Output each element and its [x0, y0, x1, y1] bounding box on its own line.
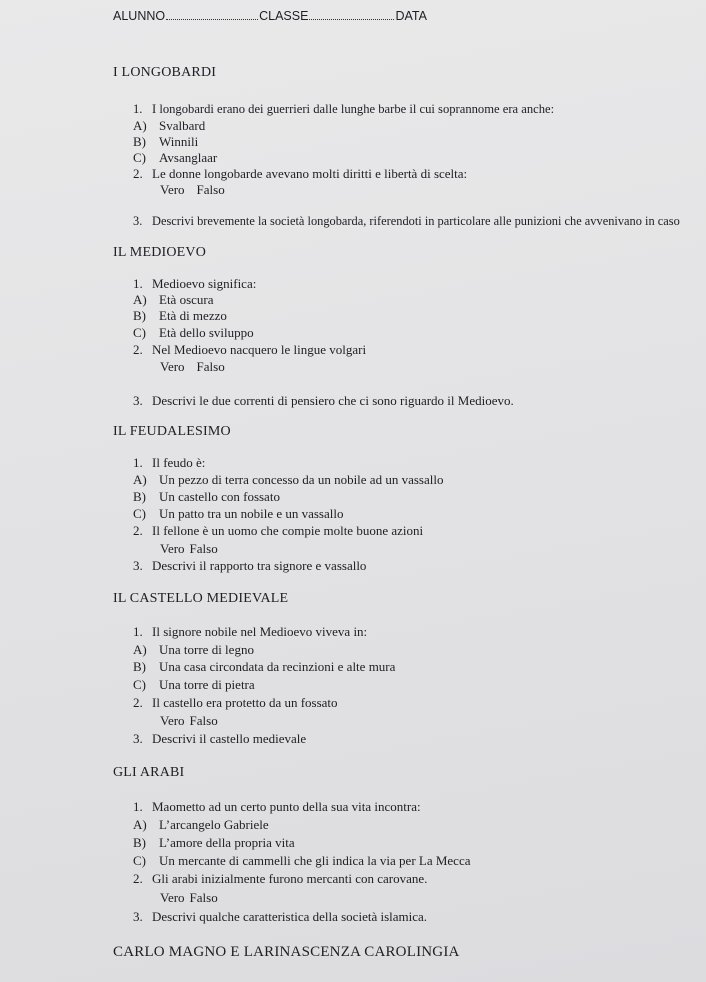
- option-b: B) Winnili: [133, 134, 199, 149]
- vero-option: Vero: [160, 182, 185, 197]
- alunno-label: ALUNNO: [113, 9, 166, 23]
- data-label: DATA: [395, 9, 427, 23]
- falso-option: Falso: [189, 890, 218, 905]
- section-title: I LONGOBARDI: [113, 65, 217, 80]
- option-c: C) Un patto tra un nobile e un vassallo: [133, 506, 344, 521]
- option-b: B) Età di mezzo: [133, 308, 227, 323]
- option-c: C) Età dello sviluppo: [133, 325, 254, 340]
- falso-option: Falso: [196, 359, 225, 374]
- question-3: 3. Descrivi brevemente la società longobarda, riferendoti in particolare alle punizioni che avvenivano in caso: [133, 214, 680, 228]
- option-a: A) L’arcangelo Gabriele: [133, 817, 269, 832]
- vero-option: Vero: [160, 890, 185, 905]
- option-a: A) Età oscura: [133, 292, 214, 307]
- section-title: IL CASTELLO MEDIEVALE: [113, 591, 289, 606]
- falso-option: Falso: [189, 713, 218, 728]
- section-title: CARLO MAGNO E LARINASCENZA CAROLINGIA: [113, 944, 460, 960]
- question-3: 3. Descrivi le due correnti di pensiero che ci sono riguardo il Medioevo.: [133, 393, 514, 408]
- alunno-line: [166, 9, 258, 20]
- question-2: 2. Le donne longobarde avevano molti diritti e libertà di scelta:: [133, 166, 468, 181]
- vero-falso: [160, 890, 230, 906]
- question-2: 2. Il fellone è un uomo che compie molte buone azioni: [133, 523, 424, 538]
- option-c: C) Un mercante di cammelli che gli indica la via per La Mecca: [133, 853, 471, 868]
- classe-label: CLASSE: [259, 9, 309, 23]
- section-title: IL MEDIOEVO: [113, 245, 207, 260]
- vero-option: Vero: [160, 713, 185, 728]
- vero-option: Vero: [160, 541, 185, 556]
- option-c: C) Una torre di pietra: [133, 677, 255, 692]
- vero-option: Vero: [160, 359, 185, 374]
- classe-line: [309, 9, 394, 20]
- question-1: 1. Medioevo significa:: [133, 276, 257, 291]
- question-1: 1. Maometto ad un certo punto della sua vita incontra:: [133, 799, 421, 814]
- option-b: B) Una casa circondata da recinzioni e alte mura: [133, 659, 396, 674]
- vero-falso: [160, 713, 230, 729]
- question-3: 3. Descrivi il rapporto tra signore e vassallo: [133, 558, 367, 573]
- question-3: 3. Descrivi il castello medievale: [133, 731, 307, 746]
- vero-falso: [160, 182, 237, 198]
- option-a: A) Svalbard: [133, 118, 206, 133]
- question-1: 1. Il feudo è:: [133, 455, 206, 470]
- option-b: B) L’amore della propria vita: [133, 835, 295, 850]
- question-3: 3. Descrivi qualche caratteristica della società islamica.: [133, 909, 428, 924]
- vero-falso: [160, 541, 230, 557]
- student-header: [113, 9, 693, 23]
- option-a: A) Un pezzo di terra concesso da un nobile ad un vassallo: [133, 472, 444, 487]
- question-2: 2. Il castello era protetto da un fossato: [133, 695, 338, 710]
- question-2: 2. Nel Medioevo nacquero le lingue volgari: [133, 342, 367, 357]
- falso-option: Falso: [189, 541, 218, 556]
- section-title: GLI ARABI: [113, 765, 185, 780]
- option-b: B) Un castello con fossato: [133, 489, 280, 504]
- option-c: C) Avsanglaar: [133, 150, 218, 165]
- vero-falso: [160, 359, 237, 375]
- option-a: A) Una torre di legno: [133, 642, 254, 657]
- falso-option: Falso: [196, 182, 225, 197]
- question-1: 1. Il signore nobile nel Medioevo viveva in:: [133, 624, 368, 639]
- section-title: IL FEUDALESIMO: [113, 424, 231, 439]
- question-1: 1. I longobardi erano dei guerrieri dalle lunghe barbe il cui soprannome era anche:: [133, 102, 555, 116]
- question-2: 2. Gli arabi inizialmente furono mercanti con carovane.: [133, 871, 428, 886]
